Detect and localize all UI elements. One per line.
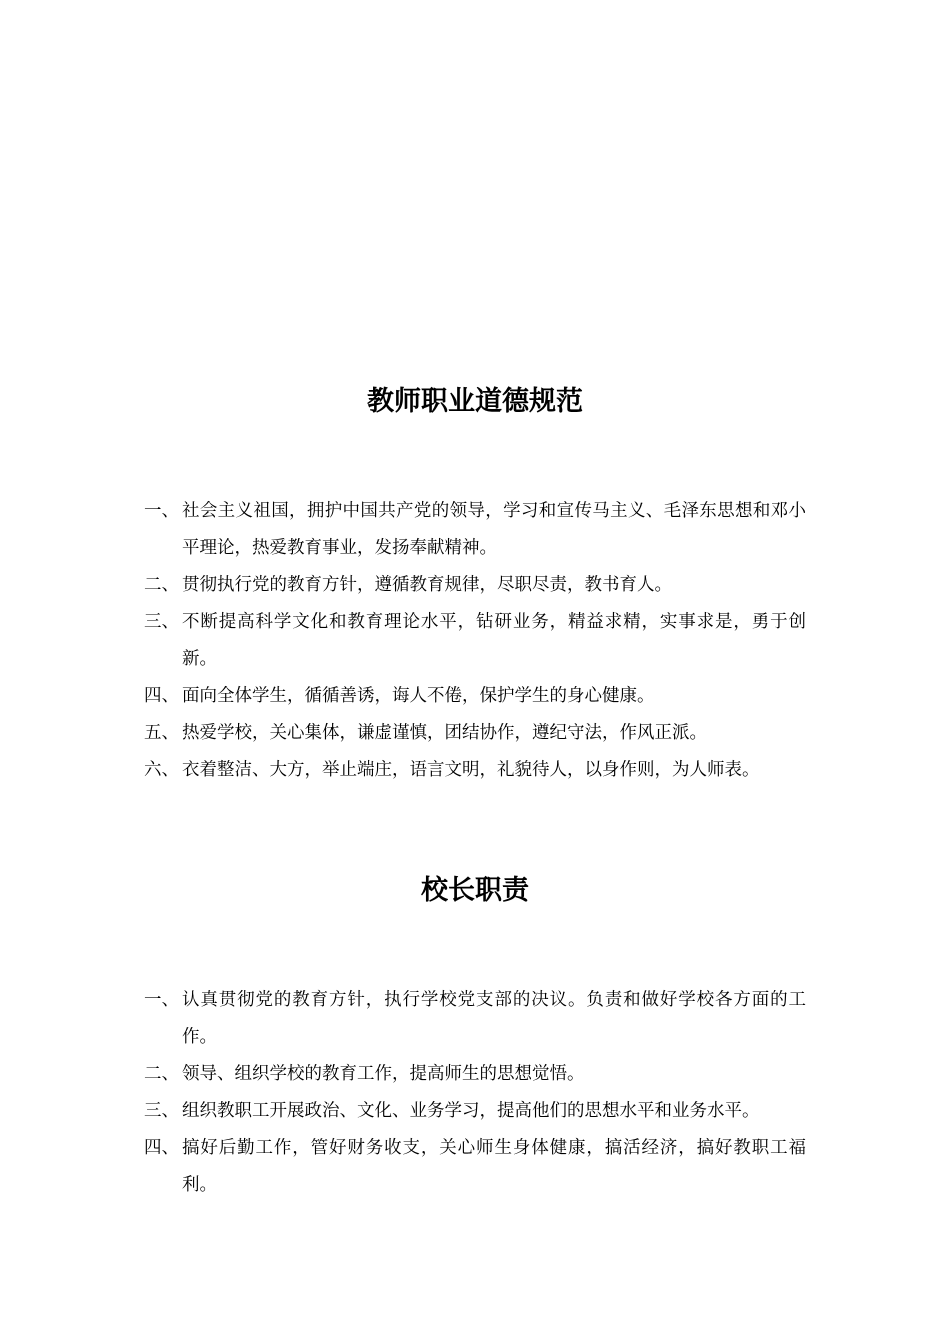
list-item [144, 1130, 806, 1204]
list-item [144, 715, 806, 752]
item-number: 三、 [144, 612, 179, 632]
list-item [144, 604, 806, 678]
item-number: 三、 [144, 1101, 179, 1121]
item-text: 不断提高科学文化和教育理论水平，钻研业务，精益求精，实事求是，勇于创新。 [182, 612, 806, 669]
item-number: 二、 [144, 1064, 179, 1084]
item-text: 领导、组织学校的教育工作，提高师生的思想觉悟。 [182, 1064, 585, 1084]
item-text: 贯彻执行党的教育方针，遵循教育规律，尽职尽责，教书育人。 [182, 575, 672, 595]
section-title: 校长职责 [421, 875, 529, 906]
section-title: 教师职业道德规范 [367, 386, 583, 417]
item-text: 热爱学校，关心集体，谦虚谨慎，团结协作，遵纪守法，作风正派。 [182, 723, 707, 743]
list-item [144, 493, 806, 567]
item-list [144, 493, 806, 789]
item-text: 组织教职工开展政治、文化、业务学习，提高他们的思想水平和业务水平。 [182, 1101, 760, 1121]
list-item [144, 982, 806, 1056]
list-item [144, 567, 806, 604]
item-text: 衣着整洁、大方，举止端庄，语言文明，礼貌待人，以身作则，为人师表。 [182, 760, 760, 780]
item-text: 搞好后勤工作，管好财务收支，关心师生身体健康，搞活经济，搞好教职工福利。 [182, 1138, 806, 1195]
item-number: 一、 [144, 501, 179, 521]
item-number: 一、 [144, 990, 179, 1010]
item-text: 认真贯彻党的教育方针，执行学校党支部的决议。负责和做好学校各方面的工作。 [182, 990, 806, 1047]
list-item [144, 678, 806, 715]
item-number: 二、 [144, 575, 179, 595]
item-text: 社会主义祖国，拥护中国共产党的领导，学习和宣传马主义、毛泽东思想和邓小平理论，热爱教育事业，发扬奉献精神。 [182, 501, 806, 558]
item-number: 五、 [144, 723, 179, 743]
item-number: 四、 [144, 1138, 179, 1158]
item-number: 六、 [144, 760, 179, 780]
item-list [144, 982, 806, 1204]
list-item [144, 1093, 806, 1130]
list-item [144, 752, 806, 789]
list-item [144, 1056, 806, 1093]
item-text: 面向全体学生，循循善诱，诲人不倦，保护学生的身心健康。 [182, 686, 655, 706]
item-number: 四、 [144, 686, 179, 706]
